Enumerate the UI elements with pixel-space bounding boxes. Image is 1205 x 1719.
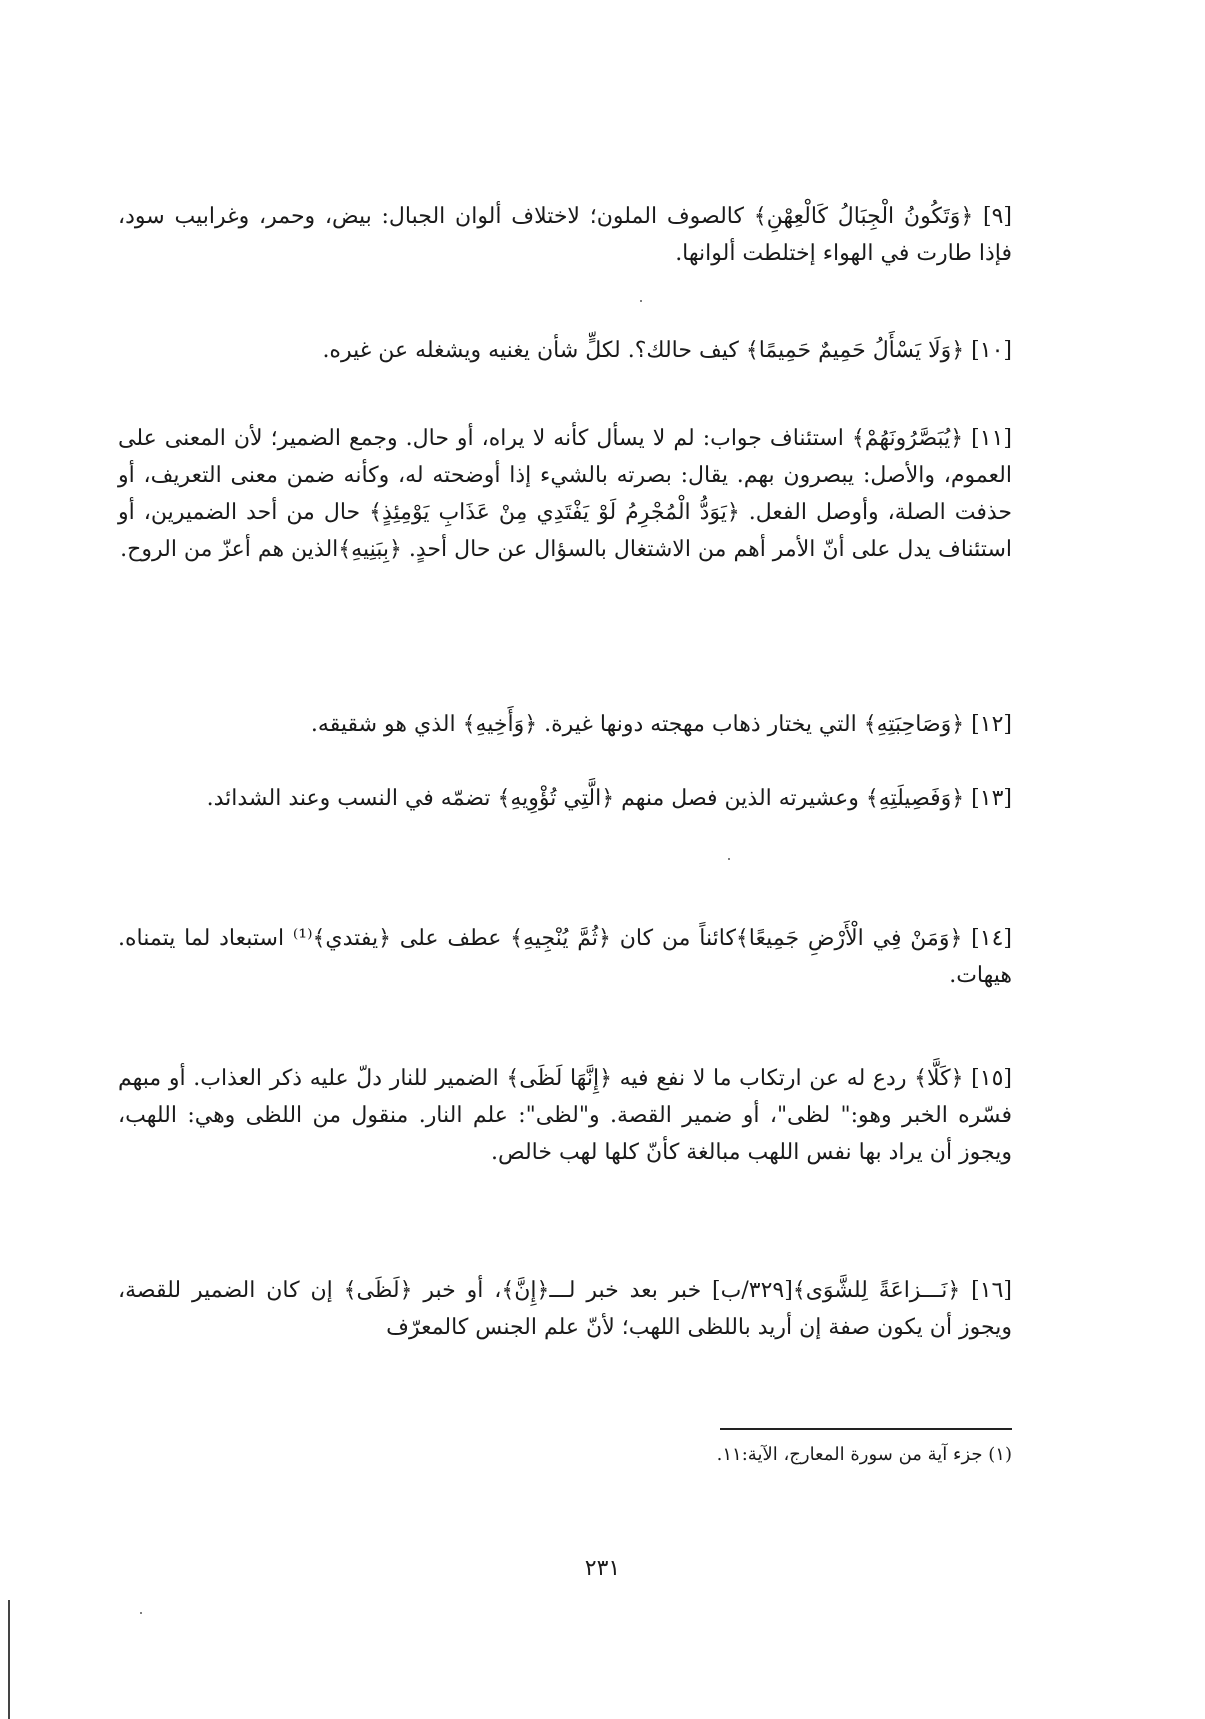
paragraph-15 bbox=[118, 1060, 1012, 1171]
paragraph-14 bbox=[118, 920, 1012, 994]
paragraph-text: [١٢] ﴿وَصَاحِبَتِهِ﴾ التي يختار ذهاب مهجته دونها غيرة. ﴿وَأَخِيهِ﴾ الذي هو شقيقه. bbox=[310, 712, 1012, 737]
scan-speck bbox=[640, 300, 642, 302]
paragraph-text: [١٦] ﴿نَـــزاعَةً لِلشَّوَى﴾[٣٢٩/ب] خبر بعد خبر لـــ﴿إِنَّ﴾، أو خبر ﴿لَظَى﴾ إن كان الضمير للقصة، ويجوز أن يكون صفة إن أريد باللظى اللهب؛ لأنّ علم الجنس كالمعرّف bbox=[118, 1278, 1013, 1340]
paragraph-10 bbox=[118, 332, 1012, 369]
paragraph-text: [٩] ﴿وَتَكُونُ الْجِبَالُ كَالْعِهْنِ﴾ كالصوف الملون؛ لاختلاف ألوان الجبال: بيض، وحمر، وغرابيب سود، فإذا طارت في الهواء إختلطت ألوانها. bbox=[118, 204, 1012, 266]
paragraph-text: [١٥] ﴿كَلَّا﴾ ردع له عن ارتكاب ما لا نفع فيه ﴿إِنَّهَا لَظَى﴾ الضمير للنار دلّ عليه ذكر العذاب. أو مبهم فسّره الخبر وهو:" لظى"، أو ضمير القصة. و"لظى": علم النار. منقول من اللظى وهي: اللهب، ويجوز أن يراد بها نفس اللهب مبالغة كأنّ كلها لهب خالص. bbox=[118, 1066, 1012, 1165]
paragraph-text: [١٤] ﴿وَمَنْ فِي الْأَرْضِ جَمِيعًا﴾كائناً من كان ﴿ثُمَّ يُنْجِيهِ﴾ عطف على ﴿يفتدي﴾⁽¹⁾ استبعاد لما يتمناه. هيهات. bbox=[118, 926, 1012, 988]
paragraph-text: [١٠] ﴿وَلَا يَسْأَلُ حَمِيمٌ حَمِيمًا﴾ كيف حالك؟. لكلٍّ شأن يغنيه ويشغله عن غيره. bbox=[322, 338, 1012, 363]
paragraph-16 bbox=[118, 1272, 1012, 1346]
footnote-separator bbox=[720, 1428, 1012, 1430]
paragraph-text: [١١] ﴿يُبَصَّرُونَهُمْ﴾ استئناف جواب: لم لا يسأل كأنه لا يراه، أو حال. وجمع الضمير؛ لأن المعنى على العموم، والأصل: يبصرون بهم. يقال: بصرته بالشيء إذا أوضحته له، وكأنه ضمن معنى التعريف، أو حذفت الصلة، وأوصل الفعل. ﴿يَوَدُّ الْمُجْرِمُ لَوْ يَفْتَدِي مِنْ عَذَابِ يَوْمِئِذٍ﴾ حال من أحد الضميرين، أو استئناف يدل على أنّ الأمر أهم من الاشتغال بالسؤال عن حال أحدٍ. ﴿بِبَنِيهِ﴾الذين هم أعزّ من الروح. bbox=[118, 426, 1012, 562]
footnote bbox=[118, 1440, 1012, 1470]
paragraph-11 bbox=[118, 420, 1012, 568]
scan-speck bbox=[728, 858, 730, 860]
paragraph-13 bbox=[118, 780, 1012, 817]
page-number: ٢٣١ bbox=[584, 1556, 621, 1581]
binding-edge bbox=[8, 1600, 10, 1719]
footnote-text: (١) جزء آية من سورة المعارج، الآية:١١. bbox=[716, 1444, 1012, 1465]
paragraph-text: [١٣] ﴿وَفَصِيلَتِهِ﴾ وعشيرته الذين فصل منهم ﴿الَّتِي تُؤْوِيهِ﴾ تضمّه في النسب وعند الشدائد. bbox=[206, 786, 1012, 811]
paragraph-9 bbox=[118, 198, 1012, 272]
scan-speck bbox=[140, 1612, 142, 1614]
paragraph-12 bbox=[118, 706, 1012, 743]
